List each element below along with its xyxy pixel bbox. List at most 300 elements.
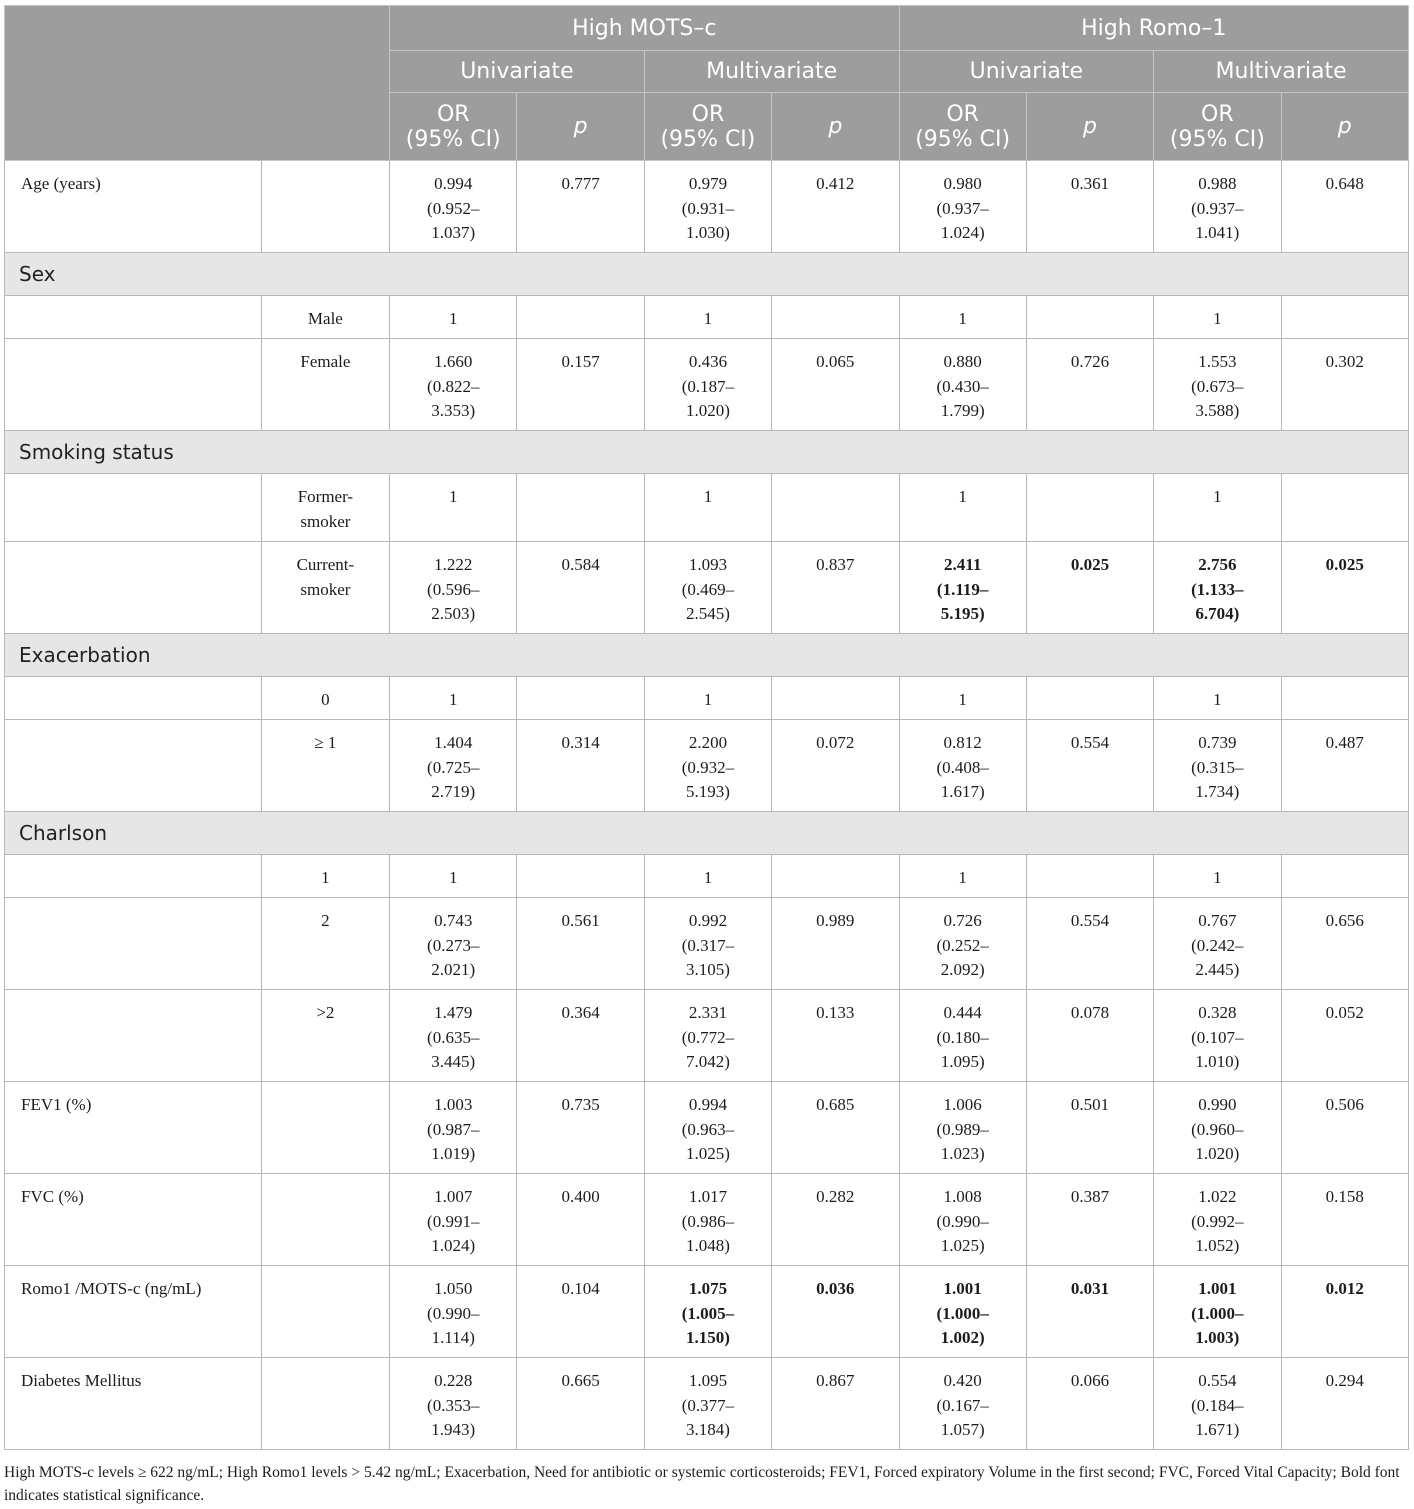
p-value-cell: 0.501: [1026, 1082, 1153, 1174]
p-value-cell: 0.554: [1026, 898, 1153, 990]
or-ci-cell: [899, 1358, 1026, 1450]
p-value-cell: 0.314: [517, 720, 644, 812]
cell-line: 2.756: [1198, 555, 1237, 574]
header-p: p: [1281, 93, 1408, 161]
row-label: [5, 855, 262, 898]
or-ci-cell: [1154, 339, 1281, 431]
cell-line: 1.671): [1195, 1420, 1240, 1439]
header-mots-multivariate: Multivariate: [644, 51, 899, 93]
header-or-ci: OR (95% CI): [390, 93, 517, 161]
or-ci-cell: [644, 990, 771, 1082]
table-row: [5, 296, 1409, 339]
or-ci-cell: [644, 339, 771, 431]
or-ci-cell: [390, 542, 517, 634]
or-ci-cell: 1: [899, 474, 1026, 542]
row-label: [5, 677, 262, 720]
cell-line: 2.411: [944, 555, 982, 574]
or-ci-cell: [644, 1082, 771, 1174]
cell-line: 0.420: [943, 1371, 982, 1390]
cell-line: 1.007: [434, 1187, 473, 1206]
row-label: [5, 898, 262, 990]
cell-line: (0.596–: [427, 579, 480, 599]
p-value-cell: 0.735: [517, 1082, 644, 1174]
cell-line: 0.988: [1198, 174, 1237, 193]
p-value-cell: 0.302: [1281, 339, 1408, 431]
cell-line: 2.719): [431, 782, 476, 801]
or-ci-cell: [899, 720, 1026, 812]
cell-line: 1.095: [688, 1371, 728, 1390]
p-value-cell: 0.412: [772, 161, 899, 253]
p-value-cell: 0.282: [772, 1174, 899, 1266]
or-ci-cell: 1: [1154, 677, 1281, 720]
p-value-cell: 0.361: [1026, 161, 1153, 253]
cell-line: 1.020): [685, 401, 730, 420]
p-value-cell: [1026, 296, 1153, 339]
cell-line: (0.408–: [936, 757, 989, 777]
cell-line: 1.020): [1195, 1144, 1240, 1163]
cell-line: 5.195): [940, 604, 985, 623]
p-value-cell: [1026, 855, 1153, 898]
or-ci-cell: [1154, 542, 1281, 634]
row-sublabel: [261, 1174, 389, 1266]
or-ci-cell: [1154, 990, 1281, 1082]
p-value-cell: 0.387: [1026, 1174, 1153, 1266]
section-header: [5, 812, 1409, 855]
table-row: [5, 542, 1409, 634]
row-label: [5, 990, 262, 1082]
cell-line: (1.005–: [681, 1303, 735, 1323]
p-value-cell: 0.072: [772, 720, 899, 812]
or-ci-cell: [390, 990, 517, 1082]
cell-line: 0.979: [688, 174, 728, 193]
cell-line: 0.743: [434, 911, 473, 930]
or-ci-cell: [390, 161, 517, 253]
section-label: Exacerbation: [5, 634, 1409, 677]
or-ci-cell: 1: [1154, 474, 1281, 542]
cell-line: (0.960–: [1191, 1119, 1244, 1139]
cell-line: (0.991–: [427, 1211, 480, 1231]
cell-line: 1.799): [940, 401, 985, 420]
cell-line: (0.184–: [1191, 1395, 1244, 1415]
p-value-cell: 0.066: [1026, 1358, 1153, 1450]
p-value-cell: 0.294: [1281, 1358, 1408, 1450]
cell-line: (0.107–: [1191, 1027, 1244, 1047]
or-ci-cell: 1: [899, 296, 1026, 339]
or-ci-cell: [1154, 1358, 1281, 1450]
cell-line: 0.994: [434, 174, 473, 193]
p-value-cell: 0.685: [772, 1082, 899, 1174]
row-label: [5, 474, 262, 542]
row-sublabel: Former- smoker: [261, 474, 389, 542]
header-high-mots-c: High MOTS–c: [390, 6, 899, 51]
cell-line: 1.553: [1198, 352, 1237, 371]
cell-line: (0.987–: [427, 1119, 480, 1139]
cell-line: 1.023): [940, 1144, 985, 1163]
p-value-cell: 0.157: [517, 339, 644, 431]
cell-line: 2.503): [431, 604, 476, 623]
cell-line: 3.588): [1195, 401, 1240, 420]
or-ci-cell: [1154, 1082, 1281, 1174]
cell-line: 1.025): [685, 1144, 730, 1163]
p-value-cell: [1026, 474, 1153, 542]
cell-line: (0.932–: [681, 757, 735, 777]
header-or-ci: OR (95% CI): [899, 93, 1026, 161]
p-value-cell: [772, 855, 899, 898]
or-ci-cell: [899, 1174, 1026, 1266]
or-ci-cell: [644, 1358, 771, 1450]
cell-line: 0.554: [1198, 1371, 1237, 1390]
cell-line: 0.990: [1198, 1095, 1237, 1114]
cell-line: 3.184): [685, 1420, 730, 1439]
cell-line: (0.990–: [427, 1303, 480, 1323]
row-label: Romo1 /MOTS-c (ng/mL): [5, 1266, 262, 1358]
section-label: Charlson: [5, 812, 1409, 855]
table-row: [5, 161, 1409, 253]
cell-line: 1.017: [688, 1187, 728, 1206]
or-ci-cell: [644, 161, 771, 253]
p-value-cell: [1281, 855, 1408, 898]
or-ci-cell: [390, 720, 517, 812]
p-value-cell: 0.726: [1026, 339, 1153, 431]
cell-line: 1.019): [431, 1144, 476, 1163]
or-ci-cell: [644, 1174, 771, 1266]
cell-line: 1.404: [434, 733, 473, 752]
row-label: Diabetes Mellitus: [5, 1358, 262, 1450]
p-value-cell: 0.078: [1026, 990, 1153, 1082]
cell-line: 0.767: [1198, 911, 1237, 930]
or-ci-cell: 1: [390, 677, 517, 720]
cell-line: 2.445): [1195, 960, 1240, 979]
cell-line: (0.242–: [1191, 935, 1244, 955]
cell-line: 3.445): [431, 1052, 476, 1071]
cell-line: (0.937–: [1191, 198, 1244, 218]
cell-line: 1.002): [940, 1328, 985, 1347]
or-ci-cell: [899, 1082, 1026, 1174]
cell-line: (0.317–: [681, 935, 735, 955]
cell-line: (0.273–: [427, 935, 480, 955]
or-ci-cell: [899, 898, 1026, 990]
cell-line: 0.726: [943, 911, 982, 930]
section-header: [5, 253, 1409, 296]
or-ci-cell: 1: [899, 855, 1026, 898]
or-ci-cell: [899, 542, 1026, 634]
p-value-cell: 0.364: [517, 990, 644, 1082]
or-ci-cell: [899, 161, 1026, 253]
cell-line: (0.315–: [1191, 757, 1244, 777]
cell-line: 0.812: [943, 733, 982, 752]
p-value-cell: 0.777: [517, 161, 644, 253]
cell-line: (0.252–: [936, 935, 989, 955]
or-ci-cell: [644, 720, 771, 812]
cell-line: 1.010): [1195, 1052, 1240, 1071]
or-ci-cell: [390, 1174, 517, 1266]
row-sublabel: [261, 1082, 389, 1174]
or-ci-cell: [1154, 1266, 1281, 1358]
cell-line: (0.963–: [681, 1119, 735, 1139]
cell-line: 0.880: [943, 352, 982, 371]
cell-line: (0.430–: [936, 376, 989, 396]
table-row: [5, 1082, 1409, 1174]
table-row: [5, 1174, 1409, 1266]
cell-line: 1.001: [943, 1279, 982, 1298]
cell-line: 7.042): [685, 1052, 730, 1071]
row-sublabel: [261, 1358, 389, 1450]
cell-line: 1.075: [688, 1279, 728, 1298]
or-ci-cell: [390, 1082, 517, 1174]
cell-line: 6.704): [1195, 604, 1240, 623]
cell-line: 0.436: [688, 352, 728, 371]
header-p: p: [517, 93, 644, 161]
cell-line: (0.937–: [936, 198, 989, 218]
or-ci-cell: [390, 1358, 517, 1450]
or-ci-cell: 1: [899, 677, 1026, 720]
cell-line: 2.021): [431, 960, 476, 979]
p-value-cell: [1026, 677, 1153, 720]
cell-line: (0.673–: [1191, 376, 1244, 396]
cell-line: 1.024): [431, 1236, 476, 1255]
cell-line: 3.105): [685, 960, 730, 979]
header-or-ci: OR (95% CI): [644, 93, 771, 161]
cell-line: (0.986–: [681, 1211, 735, 1231]
cell-line: (1.119–: [936, 579, 989, 599]
table-footnote: High MOTS-c levels ≥ 622 ng/mL; High Romo1 levels > 5.42 ng/mL; Exacerbation, Need for antibiotic or systemic corticosteroids; FEV1, Forced expiratory Volume in the first second; FVC, Forced Vital Capacity; Bold font indicates statistical significance.: [4, 1464, 1400, 1504]
row-sublabel: Male: [261, 296, 389, 339]
table-header: [5, 6, 1409, 161]
cell-line: 1.025): [940, 1236, 985, 1255]
table-row: [5, 1266, 1409, 1358]
p-value-cell: 0.487: [1281, 720, 1408, 812]
cell-line: 1.617): [940, 782, 985, 801]
cell-line: 1.024): [940, 223, 985, 242]
cell-line: (0.167–: [936, 1395, 989, 1415]
p-value-cell: [772, 474, 899, 542]
row-label: [5, 339, 262, 431]
row-sublabel: Female: [261, 339, 389, 431]
row-label: [5, 720, 262, 812]
p-value-cell: [772, 296, 899, 339]
or-ci-cell: 1: [644, 474, 771, 542]
row-sublabel: Current- smoker: [261, 542, 389, 634]
cell-line: 1.222: [434, 555, 473, 574]
header-mots-univariate: Univariate: [390, 51, 645, 93]
p-value-cell: 0.133: [772, 990, 899, 1082]
cell-line: (0.992–: [1191, 1211, 1244, 1231]
cell-line: (0.180–: [936, 1027, 989, 1047]
header-p: p: [1026, 93, 1153, 161]
cell-line: 2.545): [685, 604, 730, 623]
cell-line: 0.994: [688, 1095, 728, 1114]
cell-line: (0.952–: [427, 198, 480, 218]
header-high-romo-1: High Romo–1: [899, 6, 1409, 51]
cell-line: (1.000–: [1191, 1303, 1244, 1323]
or-ci-cell: [644, 898, 771, 990]
p-value-cell: [517, 474, 644, 542]
cell-line: 0.328: [1198, 1003, 1237, 1022]
cell-line: (0.989–: [936, 1119, 989, 1139]
cell-line: 0.444: [943, 1003, 982, 1022]
or-ci-cell: [899, 339, 1026, 431]
cell-line: 1.030): [685, 223, 730, 242]
cell-line: (0.822–: [427, 376, 480, 396]
cell-line: 0.739: [1198, 733, 1237, 752]
or-ci-cell: [644, 542, 771, 634]
cell-line: (0.990–: [936, 1211, 989, 1231]
p-value-cell: [517, 855, 644, 898]
or-ci-cell: [1154, 898, 1281, 990]
cell-line: 1.052): [1195, 1236, 1240, 1255]
p-value-cell: [1281, 296, 1408, 339]
p-value-cell: [517, 677, 644, 720]
cell-line: 1.048): [685, 1236, 730, 1255]
p-value-cell: [1281, 677, 1408, 720]
table-row: [5, 474, 1409, 542]
p-value-cell: 0.665: [517, 1358, 644, 1450]
header-blank: [5, 6, 390, 161]
cell-line: 1.003): [1195, 1328, 1240, 1347]
cell-line: 2.200: [688, 733, 728, 752]
or-ci-cell: 1: [390, 855, 517, 898]
cell-line: 2.092): [940, 960, 985, 979]
row-label: Age (years): [5, 161, 262, 253]
cell-line: 5.193): [685, 782, 730, 801]
cell-line: 1.008: [943, 1187, 982, 1206]
or-ci-cell: [899, 1266, 1026, 1358]
row-sublabel: 0: [261, 677, 389, 720]
section-header: [5, 634, 1409, 677]
cell-line: 0.228: [434, 1371, 473, 1390]
p-value-cell: 0.648: [1281, 161, 1408, 253]
section-header: [5, 431, 1409, 474]
row-sublabel: >2: [261, 990, 389, 1082]
cell-line: 2.331: [688, 1003, 728, 1022]
cell-line: 1.003: [434, 1095, 473, 1114]
or-ci-cell: [1154, 720, 1281, 812]
table-row: [5, 990, 1409, 1082]
cell-line: 1.050: [434, 1279, 473, 1298]
p-value-cell: 0.025: [1281, 542, 1408, 634]
cell-line: (0.187–: [681, 376, 735, 396]
or-ci-cell: [899, 990, 1026, 1082]
cell-line: (0.772–: [681, 1027, 735, 1047]
p-value-cell: 0.025: [1026, 542, 1153, 634]
p-value-cell: 0.104: [517, 1266, 644, 1358]
p-value-cell: 0.554: [1026, 720, 1153, 812]
cell-line: (0.377–: [681, 1395, 735, 1415]
cell-line: 1.006: [943, 1095, 982, 1114]
cell-line: (0.725–: [427, 757, 480, 777]
odds-ratio-table: [4, 5, 1409, 1450]
cell-line: 1.479: [434, 1003, 473, 1022]
p-value-cell: [1281, 474, 1408, 542]
p-value-cell: 0.584: [517, 542, 644, 634]
section-label: Sex: [5, 253, 1409, 296]
p-value-cell: 0.065: [772, 339, 899, 431]
table-row: [5, 677, 1409, 720]
cell-line: 1.037): [431, 223, 476, 242]
or-ci-cell: 1: [1154, 855, 1281, 898]
header-or-ci: OR (95% CI): [1154, 93, 1281, 161]
table-row: [5, 1358, 1409, 1450]
cell-line: 1.734): [1195, 782, 1240, 801]
row-sublabel: 2: [261, 898, 389, 990]
table-row: [5, 339, 1409, 431]
cell-line: 0.992: [688, 911, 728, 930]
p-value-cell: 0.400: [517, 1174, 644, 1266]
or-ci-cell: 1: [644, 855, 771, 898]
table-row: [5, 720, 1409, 812]
p-value-cell: 0.052: [1281, 990, 1408, 1082]
cell-line: 1.660: [434, 352, 473, 371]
cell-line: 0.980: [943, 174, 982, 193]
p-value-cell: [772, 677, 899, 720]
or-ci-cell: [390, 898, 517, 990]
cell-line: 1.057): [940, 1420, 985, 1439]
p-value-cell: 0.561: [517, 898, 644, 990]
cell-line: (0.635–: [427, 1027, 480, 1047]
or-ci-cell: [390, 339, 517, 431]
or-ci-cell: 1: [1154, 296, 1281, 339]
row-sublabel: [261, 161, 389, 253]
p-value-cell: 0.837: [772, 542, 899, 634]
p-value-cell: 0.656: [1281, 898, 1408, 990]
row-label: [5, 542, 262, 634]
or-ci-cell: 1: [644, 296, 771, 339]
cell-line: 1.943): [431, 1420, 476, 1439]
or-ci-cell: [1154, 161, 1281, 253]
table-row: [5, 855, 1409, 898]
table-body: [5, 161, 1409, 1450]
row-label: FEV1 (%): [5, 1082, 262, 1174]
or-ci-cell: [1154, 1174, 1281, 1266]
header-romo-multivariate: Multivariate: [1154, 51, 1409, 93]
or-ci-cell: 1: [644, 677, 771, 720]
p-value-cell: 0.036: [772, 1266, 899, 1358]
cell-line: (0.469–: [681, 579, 735, 599]
section-label: Smoking status: [5, 431, 1409, 474]
cell-line: (0.353–: [427, 1395, 480, 1415]
or-ci-cell: 1: [390, 296, 517, 339]
cell-line: 1.093: [688, 555, 728, 574]
cell-line: 1.022: [1198, 1187, 1237, 1206]
p-value-cell: 0.989: [772, 898, 899, 990]
table-row: [5, 898, 1409, 990]
row-sublabel: [261, 1266, 389, 1358]
cell-line: (0.931–: [681, 198, 735, 218]
cell-line: 3.353): [431, 401, 476, 420]
p-value-cell: [517, 296, 644, 339]
row-label: [5, 296, 262, 339]
p-value-cell: 0.158: [1281, 1174, 1408, 1266]
cell-line: 1.041): [1195, 223, 1240, 242]
cell-line: (1.000–: [936, 1303, 989, 1323]
or-ci-cell: [644, 1266, 771, 1358]
row-sublabel: 1: [261, 855, 389, 898]
p-value-cell: 0.031: [1026, 1266, 1153, 1358]
cell-line: 1.095): [940, 1052, 985, 1071]
header-romo-univariate: Univariate: [899, 51, 1154, 93]
p-value-cell: 0.012: [1281, 1266, 1408, 1358]
cell-line: 1.150): [685, 1328, 730, 1347]
or-ci-cell: 1: [390, 474, 517, 542]
or-ci-cell: [390, 1266, 517, 1358]
header-p: p: [772, 93, 899, 161]
row-label: FVC (%): [5, 1174, 262, 1266]
p-value-cell: 0.867: [772, 1358, 899, 1450]
p-value-cell: 0.506: [1281, 1082, 1408, 1174]
cell-line: 1.001: [1198, 1279, 1237, 1298]
cell-line: 1.114): [431, 1328, 475, 1347]
cell-line: (1.133–: [1191, 579, 1244, 599]
